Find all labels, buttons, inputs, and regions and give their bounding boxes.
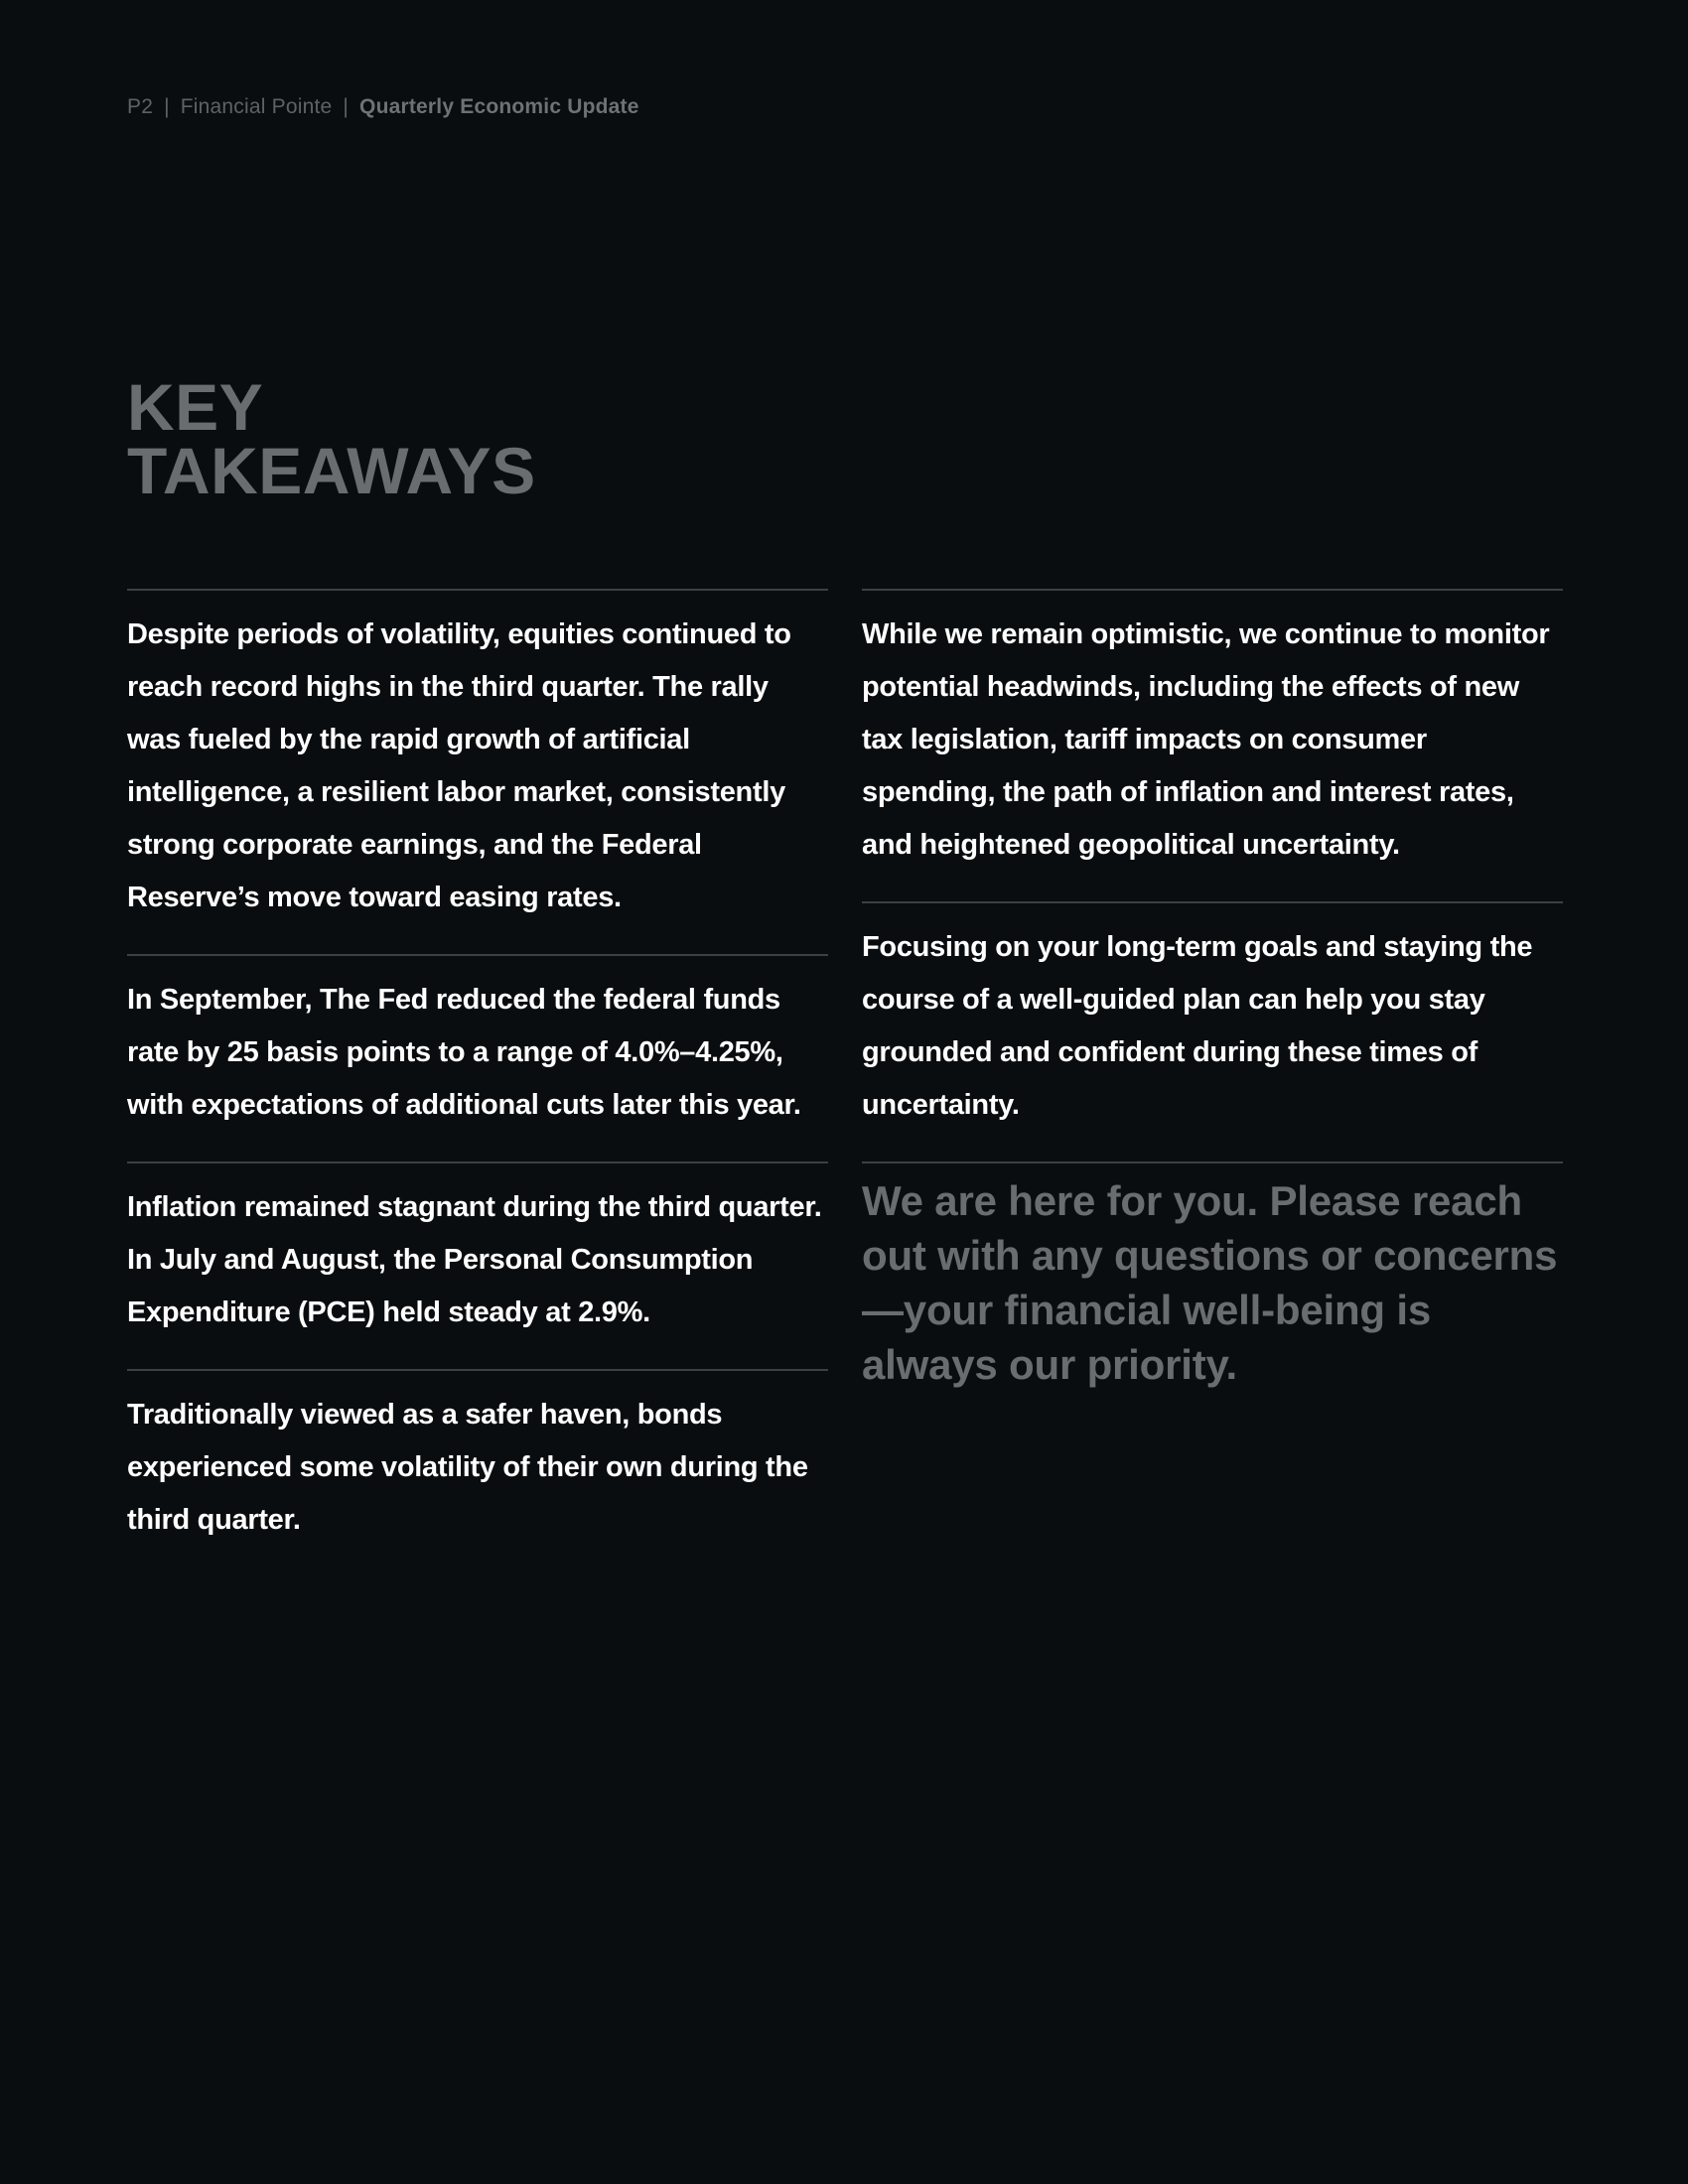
takeaway-block [127, 954, 828, 1161]
right-column [862, 589, 1563, 1392]
callout-text: We are here for you. Please reach out with any questions or concerns—your financial well-being is always our priority. [862, 1177, 1558, 1388]
running-header [127, 95, 639, 119]
takeaway-text: Inflation remained stagnant during the third quarter. In July and August, the Personal Consumption Expenditure (PCE) held steady at 2.9%. [127, 1191, 822, 1328]
document-title: Quarterly Economic Update [359, 95, 639, 118]
brand-name: Financial Pointe [180, 95, 333, 118]
takeaway-text: While we remain optimistic, we continue to monitor potential headwinds, including the effects of new tax legislation, tariff impacts on consumer spending, the path of inflation and interest rates, and heightened geopolitical uncertainty. [862, 618, 1550, 861]
left-column [127, 589, 828, 1576]
contact-callout [862, 1161, 1563, 1392]
page-number: P2 [127, 95, 154, 118]
takeaway-block [127, 1369, 828, 1576]
takeaway-text: In September, The Fed reduced the federal funds rate by 25 basis points to a range of 4.0%–4.25%, with expectations of additional cuts later this year. [127, 984, 801, 1121]
section-title-line: TAKEAWAYS [127, 434, 536, 507]
takeaway-text: Despite periods of volatility, equities continued to reach record highs in the third quarter. The rally was fueled by the rapid growth of artificial intelligence, a resilient labor market, consistently strong corporate earnings, and the Federal Reserve’s move toward easing rates. [127, 618, 791, 913]
section-title [127, 370, 536, 507]
header-separator: | [343, 95, 350, 118]
takeaway-text: Focusing on your long-term goals and staying the course of a well-guided plan can help you stay grounded and confident during these times of uncertainty. [862, 931, 1533, 1121]
header-separator: | [164, 95, 170, 118]
takeaway-block [127, 589, 828, 954]
takeaway-block [862, 589, 1563, 901]
takeaway-text: Traditionally viewed as a safer haven, bonds experienced some volatility of their own during the third quarter. [127, 1399, 808, 1536]
section-title-line: KEY [127, 370, 264, 444]
takeaway-block [127, 1161, 828, 1369]
takeaway-block [862, 901, 1563, 1161]
